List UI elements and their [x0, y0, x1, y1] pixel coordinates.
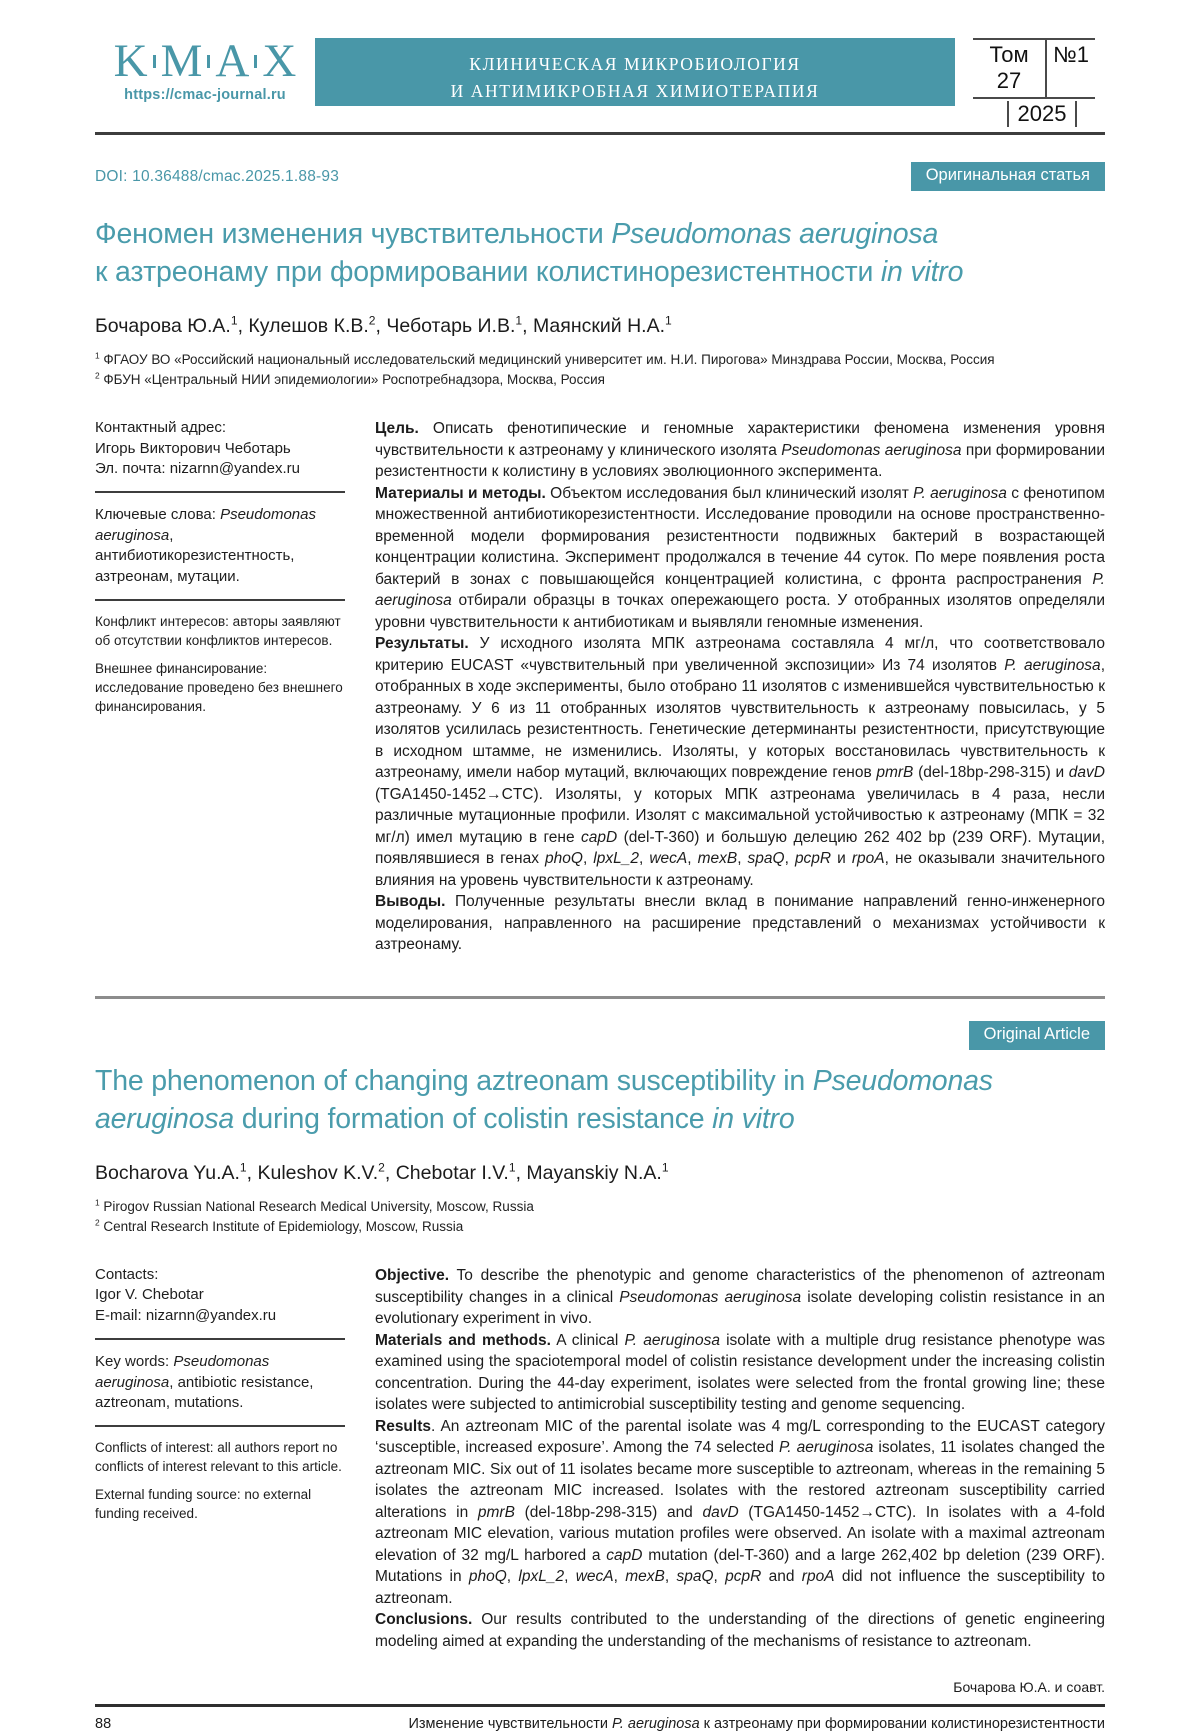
article-type-badge-ru: Оригинальная статья: [911, 162, 1105, 191]
page-number: 88: [95, 1716, 112, 1732]
logo-letter: A: [215, 35, 250, 87]
logo-separator: [254, 55, 257, 68]
contact-email-ru: Эл. почта: nizarnn@yandex.ru: [95, 460, 300, 478]
running-title: Изменение чувствительности P. aeruginosa к азтреонаму при формировании колистинорезистентности: [408, 1716, 1105, 1732]
article-type-badge-en: Original Article: [969, 1021, 1105, 1050]
authors-ru: Бочарова Ю.А.$^1$, Кулешов К.В.$^2$, Чеботарь И.В.$^1$, Маянский Н.А.$^1$: [95, 313, 672, 337]
keywords-en: Key words: Pseudomonas aeruginosa, antibiotic resistance, aztreonam, mutations.: [95, 1353, 314, 1412]
affiliation-2-en: $^2$ Central Research Institute of Epidemiology, Moscow, Russia: [95, 1217, 464, 1234]
contact-name-en: Igor V. Chebotar: [95, 1286, 204, 1304]
abstract-paragraph: Conclusions. Our results contributed to the understanding of the directions of genetic engineering modeling aimed at expanding the understanding of the mechanisms of resistance to aztreonam.: [375, 1611, 1105, 1650]
abstract-paragraph: Результаты. У исходного изолята МПК азтреонама составляла 4 мг/л, что соответствовало критерию EUCAST «чувствительный при увеличенной экспозиции» Из 74 изолятов P. aeruginosa, отобранных в ходе эксперименты, было отобрано 11 изолятов с изменившейся чувствительностью к азтреонаму. У 6 из 11 отобранных изолятов чувствительность к азтреонаму повысилась, у 5 изолятов усилилась резистентность. Генетические детерминанты резистентности, присутствующие в исходном штамме, не изменились. Изоляты, у которых восстановилась чувствительность к азтреонаму, имели набор мутаций, включающих повреждение генов pmrB (del-18bp-298-315) и davD (TGA1450-1452→CTC). Изоляты, у которых МПК азтреонама увеличилась в 4 раза, несли различные мутационные профили. Изолят с максимальной устойчивостью к азтреонаму (МПК = 32 мг/л) имел мутацию в гене capD (del-T-360) и большую делецию 262 402 bp (239 ORF). Мутации, появлявшиеся в генах phoQ, lpxL_2, wecA, mexB, spaQ, pcpR и rpoA, не оказывали значительного влияния на уровень чувствительности к азтреонаму.: [375, 635, 1105, 889]
contact-name-ru: Игорь Викторович Чеботарь: [95, 439, 291, 457]
logo-letter: M: [160, 35, 203, 87]
volume-label: Том 27: [973, 40, 1047, 97]
abstract-paragraph: Материалы и методы. Объектом исследования был клинический изолят P. aeruginosa с фенотипом множественной антибиотикорезистентности. Исследование проводили на основе пространственно-временной модели формирования резистентности подвижных бактерий в возрастающей концентрации колистина. Эксперимент продолжался в течение 44 суток. По мере появления роста бактерий в зонах с повышающейся концентрацией колистина, с фронта распространения P. aeruginosa отбирали образцы в точках опережающего роста. У отобранных изолятов определяли уровни чувствительности к антибиотикам и выявляли геномные изменения.: [375, 484, 1105, 631]
sidebar-en: [95, 1265, 345, 1652]
content-columns-ru: [95, 418, 1105, 956]
spacer: [95, 651, 345, 660]
conflicts-ru: Конфликт интересов: авторы заявляют об отсутствии конфликтов интересов.: [95, 614, 341, 648]
abstract-paragraph: Выводы. Полученные результаты внесли вклад в понимание направлений генно-инженерного моделирования, направленного на расширение представлений о механизмах устойчивости к азтреонаму.: [375, 893, 1105, 954]
funding-ru: Внешнее финансирование: исследование проведено без внешнего финансирования.: [95, 660, 343, 714]
kmax-logo: [95, 35, 315, 87]
journal-url: https://cmac-journal.ru: [124, 87, 286, 103]
article-title-en: The phenomenon of changing aztreonam susceptibility in Pseudomonas aeruginosa during formation of colistin resistance in vitro: [95, 1064, 993, 1135]
authors-en: Bocharova Yu.A.$^1$, Kuleshov K.V.$^2$, Chebotar I.V.$^1$, Mayanskiy N.A.$^1$: [95, 1160, 669, 1184]
year-row: [973, 99, 1095, 127]
badge-row-en: [95, 1021, 1105, 1050]
journal-title-banner: [315, 38, 955, 106]
section-divider: [95, 996, 1105, 999]
logo-separator: [207, 55, 210, 68]
footer-rule: [95, 1704, 1105, 1707]
abstract-paragraph: Results. An aztreonam MIC of the parental isolate was 4 mg/L corresponding to the EUCAST category ‘susceptible, increased exposure’. Among the 74 selected P. aeruginosa isolates, 11 isolates changed the aztreonam MIC. Six out of 11 isolates became more susceptible to aztreonam, whereas in the remaining 5 isolates the aztreonam MIC increased. Isolates with the restored aztreonam susceptibility carried alterations in pmrB (del-18bp-298-315) and davD (TGA1450-1452→CTC). In isolates with a 4-fold aztreonam MIC elevation, various mutation profiles were observed. An isolate with a maximal aztreonam elevation of 32 mg/L harbored a capD mutation (del-T-360) and a large 262,402 bp deletion (239 ORF). Mutations in phoQ, lpxL_2, wecA, mexB, spaQ, pcpR and rpoA did not influence the susceptibility to aztreonam.: [375, 1417, 1105, 1607]
affiliation-2-ru: $^2$ ФБУН «Центральный НИИ эпидемиологии» Роспотребнадзора, Москва, Россия: [95, 370, 605, 388]
affiliation-1-ru: $^1$ ФГАОУ ВО «Российский национальный исследовательский медицинский университет им. Н.И. Пирогова» Минздрава России, Москва, Россия: [95, 350, 995, 367]
logo-letter: X: [262, 35, 297, 87]
doi-text: DOI: 10.36488/cmac.2025.1.88-93: [95, 167, 340, 185]
header-rule: [95, 132, 1105, 135]
sidebar-ru: [95, 418, 345, 956]
affiliations-ru: [95, 350, 1105, 391]
abstract-ru: [375, 418, 1105, 956]
sidebar-divider: [95, 1338, 345, 1340]
journal-title-line2: И АНТИМИКРОБНАЯ ХИМИОТЕРАПИЯ: [450, 81, 820, 102]
keywords-ru: Ключевые слова: Pseudomonas aeruginosa, антибиотикорезистентность, азтреонам, мутации.: [95, 506, 316, 585]
sidebar-divider: [95, 1425, 345, 1427]
contact-email-en: E-mail: nizarnn@yandex.ru: [95, 1306, 277, 1324]
abstract-paragraph: Objective. To describe the phenotypic and genome characteristics of the phenomenon of aztreonam susceptibility changes in a clinical Pseudomonas aeruginosa isolate developing colistin resistance in an evolutionary experiment in vivo.: [375, 1267, 1106, 1328]
article-title-ru: Феномен изменения чувствительности Pseudomonas aeruginosa к азтреонаму при формировании колистинорезистентности in vitro: [95, 218, 964, 288]
spacer: [95, 1477, 345, 1486]
abstract-en: [375, 1265, 1105, 1652]
funding-en: External funding source: no external funding received.: [95, 1487, 312, 1522]
contact-heading-ru: Контактный адрес:: [95, 419, 227, 437]
logo-separator: [153, 55, 156, 68]
volume-issue-box: [973, 38, 1095, 127]
sidebar-divider: [95, 491, 345, 493]
affiliation-1-en: $^1$ Pirogov Russian National Research Medical University, Moscow, Russia: [95, 1197, 534, 1214]
volume-row: [973, 38, 1095, 99]
contact-heading-en: Contacts:: [95, 1266, 159, 1284]
logo-letter: K: [113, 35, 148, 87]
abstract-paragraph: Цель. Описать фенотипические и геномные характеристики феномена изменения уровня чувствительности к азтреонаму у клинического изолята Pseudomonas aeruginosa при формировании резистентности к колистину в условиях эволюционного эксперимента.: [375, 420, 1105, 481]
sidebar-divider: [95, 599, 345, 601]
footer-authors-note: Бочарова Ю.А. и соавт.: [953, 1679, 1105, 1696]
footer-row: [95, 1716, 1105, 1732]
doi-row: [95, 162, 1105, 191]
conflicts-en: Conflicts of interest: all authors report no conflicts of interest relevant to this article.: [95, 1440, 342, 1475]
journal-logo: [95, 35, 315, 103]
page-header: [95, 35, 1105, 127]
journal-title-line1: КЛИНИЧЕСКАЯ МИКРОБИОЛОГИЯ: [469, 54, 801, 74]
affiliations-en: [95, 1197, 1105, 1238]
content-columns-en: [95, 1265, 1105, 1652]
year-label: 2025: [1007, 101, 1078, 127]
issue-label: №1: [1053, 42, 1089, 67]
abstract-paragraph: Materials and methods. A clinical P. aeruginosa isolate with a multiple drug resistance phenotype was examined using the spaciotemporal model of colistin resistance development under the increasing colistin concentration. During the 44-day experiment, isolates were selected from the frontal growing line; these isolates were subjected to antimicrobial susceptibility testing and genome sequencing.: [375, 1331, 1106, 1414]
